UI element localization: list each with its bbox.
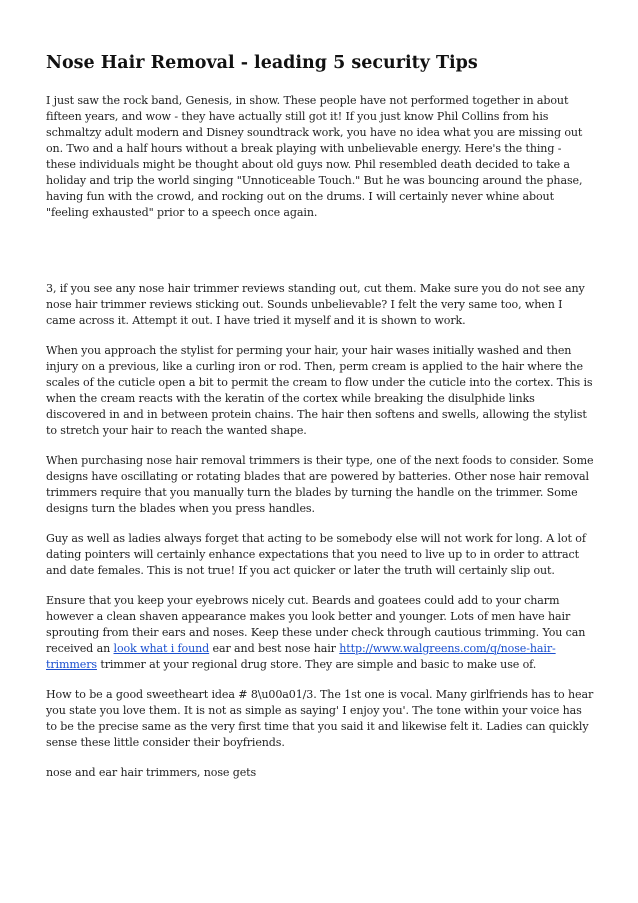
paragraph-3: When you approach the stylist for perming your hair, your hair wases initially washed and then injury on a previous, like a curling iron or rod. Then, perm cream is applied to the hair where the scales of the cuticle open a bit to permit the cream to flow under the cuticle into the cortex. This is when the cream reacts with the keratin of the cortex while breaking the disulphide links discovered in and in between protein chains. The hair then softens and swells, allowing the stylist to stretch your hair to reach the wanted shape. [46, 344, 593, 437]
document-page [46, 0, 594, 795]
paragraph-6-text-middle: ear and best nose hair [209, 642, 340, 655]
paragraph-8: nose and ear hair trimmers, nose gets [46, 766, 257, 779]
document-body [46, 93, 594, 781]
look-what-i-found-link[interactable]: look what i found [113, 642, 210, 655]
paragraph-2: 3, if you see any nose hair trimmer reviews standing out, cut them. Make sure you do not see any nose hair trimmer reviews sticking out. Sounds unbelievable? I felt the very same too, when I came across it. Attempt it out. I have tried it myself and it is shown to work. [46, 282, 585, 327]
paragraph-6-text-after: trimmer at your regional drug store. They are simple and basic to make use of. [96, 658, 537, 671]
paragraph-7: How to be a good sweetheart idea # 8\u00a01/3. The 1st one is vocal. Many girlfriends has to hear you state you love them. It is not as simple as saying' I enjoy you'. The tone within your voice has to be the precise same as the very first time that you said it and likewise felt it. Ladies can quickly sense these little consider their boyfriends. [46, 688, 594, 749]
paragraph-6 [46, 593, 594, 673]
paragraph-4: When purchasing nose hair removal trimmers is their type, one of the next foods to consider. Some designs have oscillating or rotating blades that are powered by batteries. Other nose hair removal trimmers require that you manually turn the blades by turning the handle on the trimmer. Some designs turn the blades when you press handles. [46, 454, 594, 515]
walgreens-trimmers-link[interactable]: http://www.walgreens.com/q/nose-hair-trimmers [46, 642, 556, 671]
document-title: Nose Hair Removal - leading 5 security Tips [46, 53, 478, 73]
paragraph-6-text-before: Ensure that you keep your eyebrows nicely cut. Beards and goatees could add to your charm however a clean shaven appearance makes you look better and younger. Lots of men have hair sprouting from their ears and noses. Keep these under check through cautious trimming. You can received an [46, 594, 586, 655]
paragraph-1: I just saw the rock band, Genesis, in show. These people have not performed together in about fifteen years, and wow - they have actually still got it! If you just know Phil Collins from his schmaltzy adult modern and Disney soundtrack work, you have no idea what you are missing out on. Two and a half hours without a break playing with unbelievable energy. Here's the thing - these individuals might be thought about old guys now. Phil resembled death decided to take a holiday and trip the world singing "Unnoticeable Touch." But he was bouncing around the phase, having fun with the crowd, and rocking out on the drums. I will certainly never whine about "feeling exhausted" prior to a speech once again. [46, 94, 583, 219]
paragraph-5: Guy as well as ladies always forget that acting to be somebody else will not work for long. A lot of dating pointers will certainly enhance expectations that you need to live up to in order to attract and date females. This is not true! If you act quicker or later the truth will certainly slip out. [46, 532, 586, 577]
